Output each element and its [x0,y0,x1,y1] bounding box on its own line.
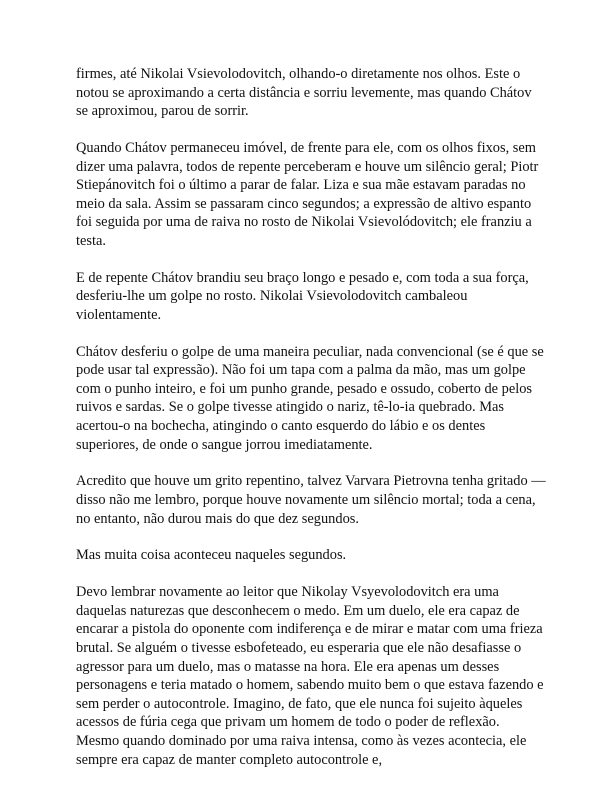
paragraph-7: Devo lembrar novamente ao leitor que Nikolay Vsyevolodovitch era uma daquelas naturezas que desconhecem o medo. Em um duelo, ele era capaz de encarar a pistola do oponente com indiferença e de mirar e matar com uma frieza brutal. Se alguém o tivesse esbofeteado, eu esperaria que ele não desafiasse o agressor para um duelo, mas o matasse na hora. Ele era apenas um desses personagens e teria matado o homem, sabendo muito bem o que estava fazendo e sem perder o autocontrole. Imagino, de fato, que ele nunca foi sujeito àqueles acessos de fúria cega que privam um homem de todo o poder de reflexão. Mesmo quando dominado por uma raiva intensa, como às vezes acontecia, ele sempre era capaz de manter completo autocontrole e, [76,584,544,768]
paragraph-4: Chátov desferiu o golpe de uma maneira peculiar, nada convencional (se é que se pode usar tal expressão). Não foi um tapa com a palma da mão, mas um golpe com o punho inteiro, e foi um punho grande, pesado e ossudo, coberto de pelos ruivos e sardas. Se o golpe tivesse atingido o nariz, tê-lo-ia quebrado. Mas acertou-o na bochecha, atingindo o canto esquerdo do lábio e os dentes superiores, de onde o sangue jorrou imediatamente. [76,343,544,453]
paragraph-1: firmes, até Nikolai Vsievolodovitch, olhando-o diretamente nos olhos. Este o notou se aproximando a certa distância e sorriu levemente, mas quando Chátov se aproximou, parou de sorrir. [76,66,532,120]
document-page [76,65,546,787]
paragraph-3: E de repente Chátov brandiu seu braço longo e pesado e, com toda a sua força, desferiu-lhe um golpe no rosto. Nikolai Vsievolodovitch cambaleou violentamente. [76,269,529,323]
paragraph-2: Quando Chátov permaneceu imóvel, de frente para ele, com os olhos fixos, sem dizer uma palavra, todos de repente perceberam e houve um silêncio geral; Piotr Stiepánovitch foi o último a parar de falar. Liza e sua mãe estavam paradas no meio da sala. Assim se passaram cinco segundos; a expressão de altivo espanto foi seguida por uma de raiva no rosto de Nikolai Vsievolódovitch; ele franziu a testa. [76,139,539,249]
paragraph-6: Mas muita coisa aconteceu naqueles segundos. [76,547,347,564]
paragraph-5: Acredito que houve um grito repentino, talvez Varvara Pietrovna tenha gritado — disso não me lembro, porque houve novamente um silêncio mortal; toda a cena, no entanto, não durou mais do que dez segundos. [76,473,546,527]
